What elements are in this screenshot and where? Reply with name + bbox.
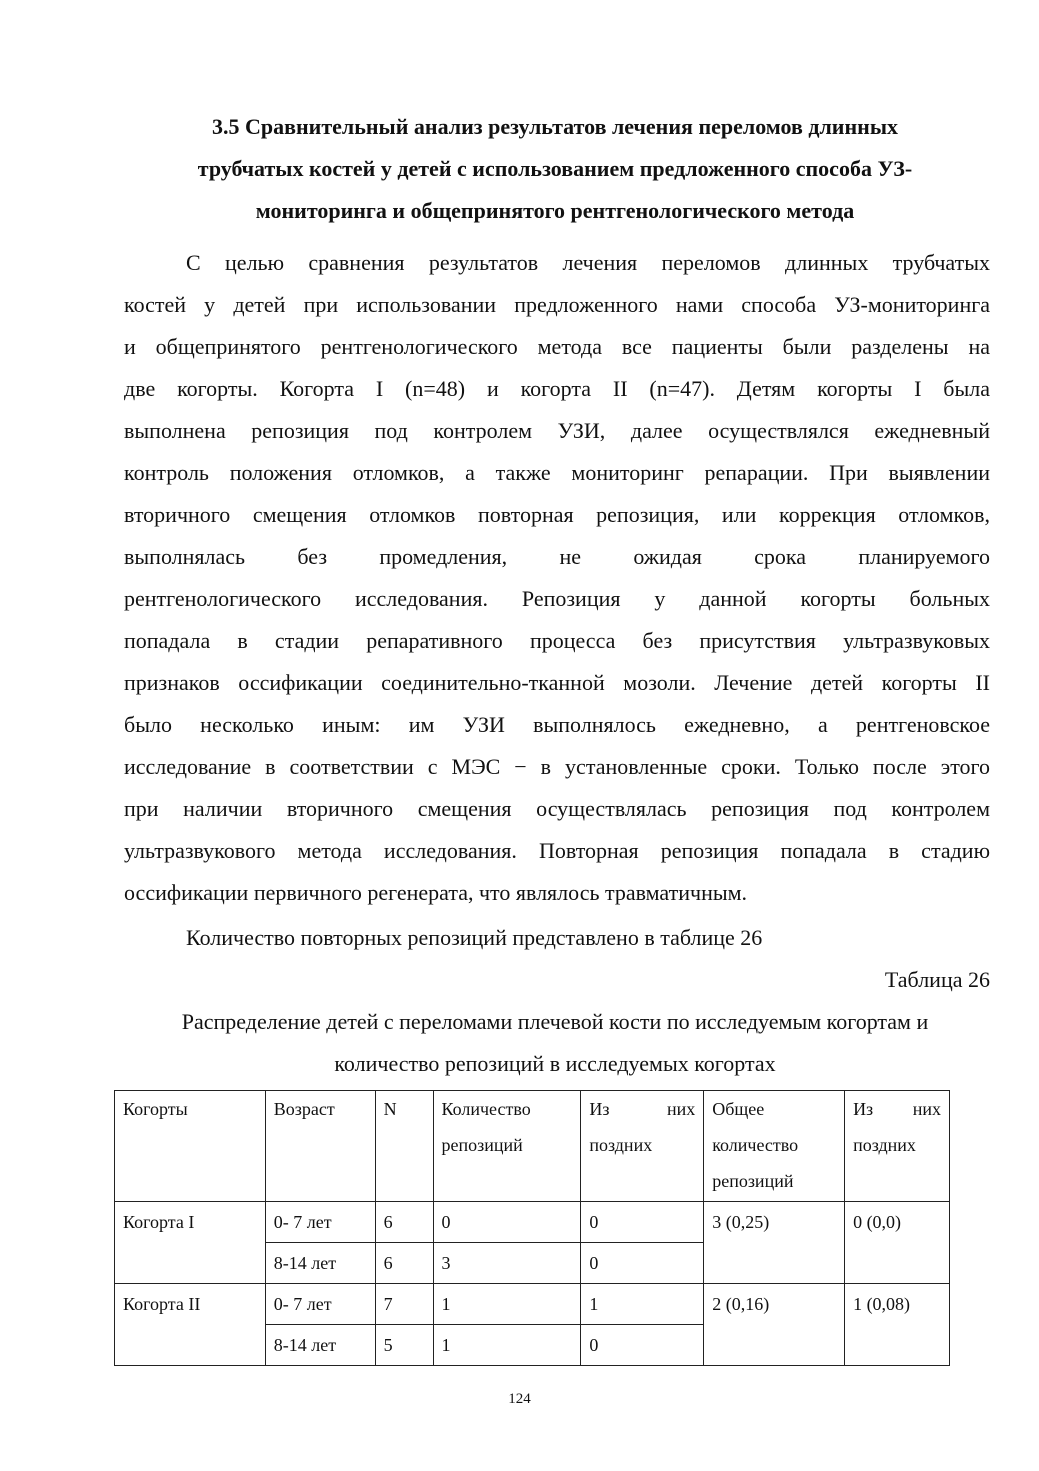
table-row — [115, 1284, 950, 1325]
paragraph-line: выполнялась без промедления, не ожидая срока планируемого — [124, 544, 990, 569]
paragraph-line: выполнена репозиция под контролем УЗИ, далее осуществлялся ежедневный — [124, 418, 990, 443]
section-title-line: 3.5 Сравнительный анализ результатов лечения переломов длинных — [211, 114, 899, 139]
total-cell: 2 (0,16) — [704, 1284, 845, 1366]
total-late-cell: 0 (0,0) — [845, 1202, 950, 1284]
header-word: них — [912, 1099, 941, 1119]
table-caption-line: Распределение детей с переломами плечевой кости по исследуемым когортам и — [181, 1009, 929, 1034]
total-late-cell: 1 (0,08) — [845, 1284, 950, 1366]
repositions-cell: 1 — [433, 1325, 581, 1366]
data-table — [114, 1090, 950, 1366]
repositions-cell: 1 — [433, 1284, 581, 1325]
late-cell: 0 — [581, 1325, 704, 1366]
header-total-late — [845, 1091, 950, 1202]
paragraph-line: костей у детей при использовании предложенного нами способа УЗ-мониторинга — [124, 292, 990, 317]
header-text: количество — [712, 1135, 799, 1155]
header-text: поздних — [589, 1135, 653, 1155]
age-cell: 8-14 лет — [265, 1243, 375, 1284]
paragraph-line: признаков оссификации соединительно-тканной мозоли. Лечение детей когорты II — [124, 670, 990, 695]
late-cell: 0 — [581, 1243, 704, 1284]
table-row — [115, 1202, 950, 1243]
age-cell: 0- 7 лет — [265, 1284, 375, 1325]
table-caption-line: количество репозиций в исследуемых когортах — [334, 1051, 776, 1076]
paragraph-line: вторичного смещения отломков повторная репозиция, или коррекция отломков, — [124, 502, 990, 527]
repositions-cell: 0 — [433, 1202, 581, 1243]
paragraph — [124, 242, 990, 914]
table-reference-line: Количество повторных репозиций представлено в таблице 26 — [186, 925, 763, 950]
table-caption — [120, 1001, 990, 1085]
late-cell: 1 — [581, 1284, 704, 1325]
header-total — [704, 1091, 845, 1202]
paragraph-line: две когорты. Когорта I (n=48) и когорта II (n=47). Детям когорты I была — [124, 376, 990, 401]
paragraph-line: исследование в соответствии с МЭС − в установленные сроки. Только после этого — [124, 754, 990, 779]
header-text: репозиций — [441, 1135, 523, 1155]
table-header-row — [115, 1091, 950, 1202]
header-reposition-count — [433, 1091, 581, 1202]
paragraph-line: контроль положения отломков, а также мониторинг репарации. При выявлении — [124, 460, 990, 485]
paragraph-line: попадала в стадии репаративного процесса без присутствия ультразвуковых — [124, 628, 990, 653]
paragraph-line: и общепринятого рентгенологического метода все пациенты были разделены на — [124, 334, 990, 359]
header-text — [853, 1091, 941, 1127]
n-cell: 5 — [375, 1325, 433, 1366]
header-text: Количество — [441, 1099, 531, 1119]
paragraph-line: при наличии вторичного смещения осуществлялась репозиция под контролем — [124, 796, 990, 821]
header-text: поздних — [853, 1135, 916, 1155]
header-word: Из — [589, 1099, 610, 1119]
age-cell: 0- 7 лет — [265, 1202, 375, 1243]
section-title-line: мониторинга и общепринятого рентгенологического метода — [255, 198, 855, 223]
cohort-name: Когорта I — [115, 1202, 266, 1284]
section-title — [120, 106, 990, 232]
paragraph-line: ультразвукового метода исследования. Повторная репозиция попадала в стадию — [124, 838, 990, 863]
total-cell: 3 (0,25) — [704, 1202, 845, 1284]
paragraph-line: было несколько иным: им УЗИ выполнялось ежедневно, а рентгеновское — [124, 712, 990, 737]
page-number: 124 — [508, 1391, 531, 1407]
late-cell: 0 — [581, 1202, 704, 1243]
section-title-line: трубчатых костей у детей с использованием предложенного способа УЗ- — [197, 156, 913, 181]
header-age: Возраст — [265, 1091, 375, 1202]
paragraph-line: С целью сравнения результатов лечения переломов длинных трубчатых — [186, 250, 990, 275]
n-cell: 6 — [375, 1243, 433, 1284]
header-late — [581, 1091, 704, 1202]
table-label: Таблица 26 — [884, 967, 990, 992]
paragraph-line: оссификации первичного регенерата, что являлось травматичным. — [124, 880, 748, 905]
repositions-cell: 3 — [433, 1243, 581, 1284]
header-text: репозиций — [712, 1171, 794, 1191]
header-word: Из — [853, 1099, 874, 1119]
age-cell: 8-14 лет — [265, 1325, 375, 1366]
header-n: N — [375, 1091, 433, 1202]
header-text — [589, 1091, 695, 1127]
n-cell: 7 — [375, 1284, 433, 1325]
paragraph-line: рентгенологического исследования. Репозиция у данной когорты больных — [124, 586, 990, 611]
cohort-name: Когорта II — [115, 1284, 266, 1366]
n-cell: 6 — [375, 1202, 433, 1243]
header-word: них — [666, 1099, 696, 1119]
header-cohort: Когорты — [115, 1091, 266, 1202]
header-text: Общее — [712, 1099, 765, 1119]
